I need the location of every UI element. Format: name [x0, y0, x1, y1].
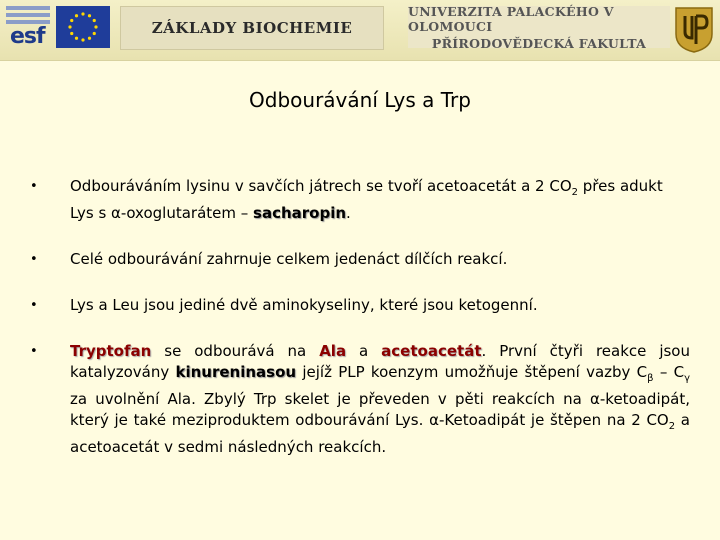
highlighted-term: sacharopin	[253, 204, 347, 222]
eu-star-icon	[81, 38, 84, 41]
eu-star-icon	[88, 37, 91, 40]
eu-star-icon	[93, 19, 96, 22]
highlighted-term: Ala	[319, 342, 347, 360]
eu-star-icon	[94, 25, 97, 28]
slide-title: Odbourávání Lys a Trp	[249, 88, 471, 112]
eu-star-icon	[70, 19, 73, 22]
highlighted-term: acetoacetát	[381, 342, 482, 360]
bullet-marker: •	[30, 252, 38, 267]
eu-star-icon	[75, 14, 78, 17]
esf-logo-text: esf	[10, 24, 45, 49]
university-name: UNIVERZITA PALACKÉHO V OLOMOUCI	[408, 3, 614, 34]
bullet-marker: •	[30, 298, 38, 313]
eu-star-icon	[81, 12, 84, 15]
esf-logo	[6, 6, 50, 52]
bullet-marker: •	[30, 344, 38, 359]
eu-star-icon	[68, 25, 71, 28]
bullet-item: • Celé odbourávání zahrnuje celkem jedenáct dílčích reakcí.	[30, 250, 508, 268]
bullet-list	[30, 176, 690, 458]
eu-star-icon	[88, 14, 91, 17]
bullet-item: • Lys a Leu jsou jediné dvě aminokyseliny, které jsou ketogenní.	[30, 296, 538, 314]
eu-star-icon	[70, 32, 73, 35]
eu-flag-icon	[56, 6, 110, 48]
highlighted-term: Tryptofan	[70, 342, 152, 360]
course-title-logo	[120, 6, 384, 50]
bullet-marker: •	[30, 179, 38, 194]
bullet-item: • Tryptofan se odbourává na Ala a acetoacetát. První čtyři reakce jsou katalyzovány kinureninasou jejíž PLP koenzym umožňuje štěpení vazby $C_\beta - C_\gamma$ za uvolnění Ala. Zbylý Trp skelet je převeden v pěti reakcích na α-ketoadipát, který je také meziproduktem odbourávání Lys. α-Ketoadipát je štěpen na 2 $CO_2$ a acetoacetát v sedmi následných reakcích.	[30, 342, 690, 456]
eu-star-icon	[93, 32, 96, 35]
course-title-text: ZÁKLADY BIOCHEMIE	[151, 19, 353, 37]
bullet-item: • Odbouráváním lysinu v savčích játrech se tvoří acetoacetát a 2 $CO_2$ přes adukt Lys s α-oxoglutarátem – sacharopin.	[30, 177, 663, 222]
university-name-block	[408, 3, 670, 51]
eu-star-icon	[75, 37, 78, 40]
faculty-name: PŘÍRODOVĚDECKÁ FAKULTA	[431, 35, 647, 51]
header-bar	[0, 0, 720, 61]
university-emblem-icon	[672, 4, 716, 54]
highlighted-term: kinureninasou	[175, 363, 297, 381]
